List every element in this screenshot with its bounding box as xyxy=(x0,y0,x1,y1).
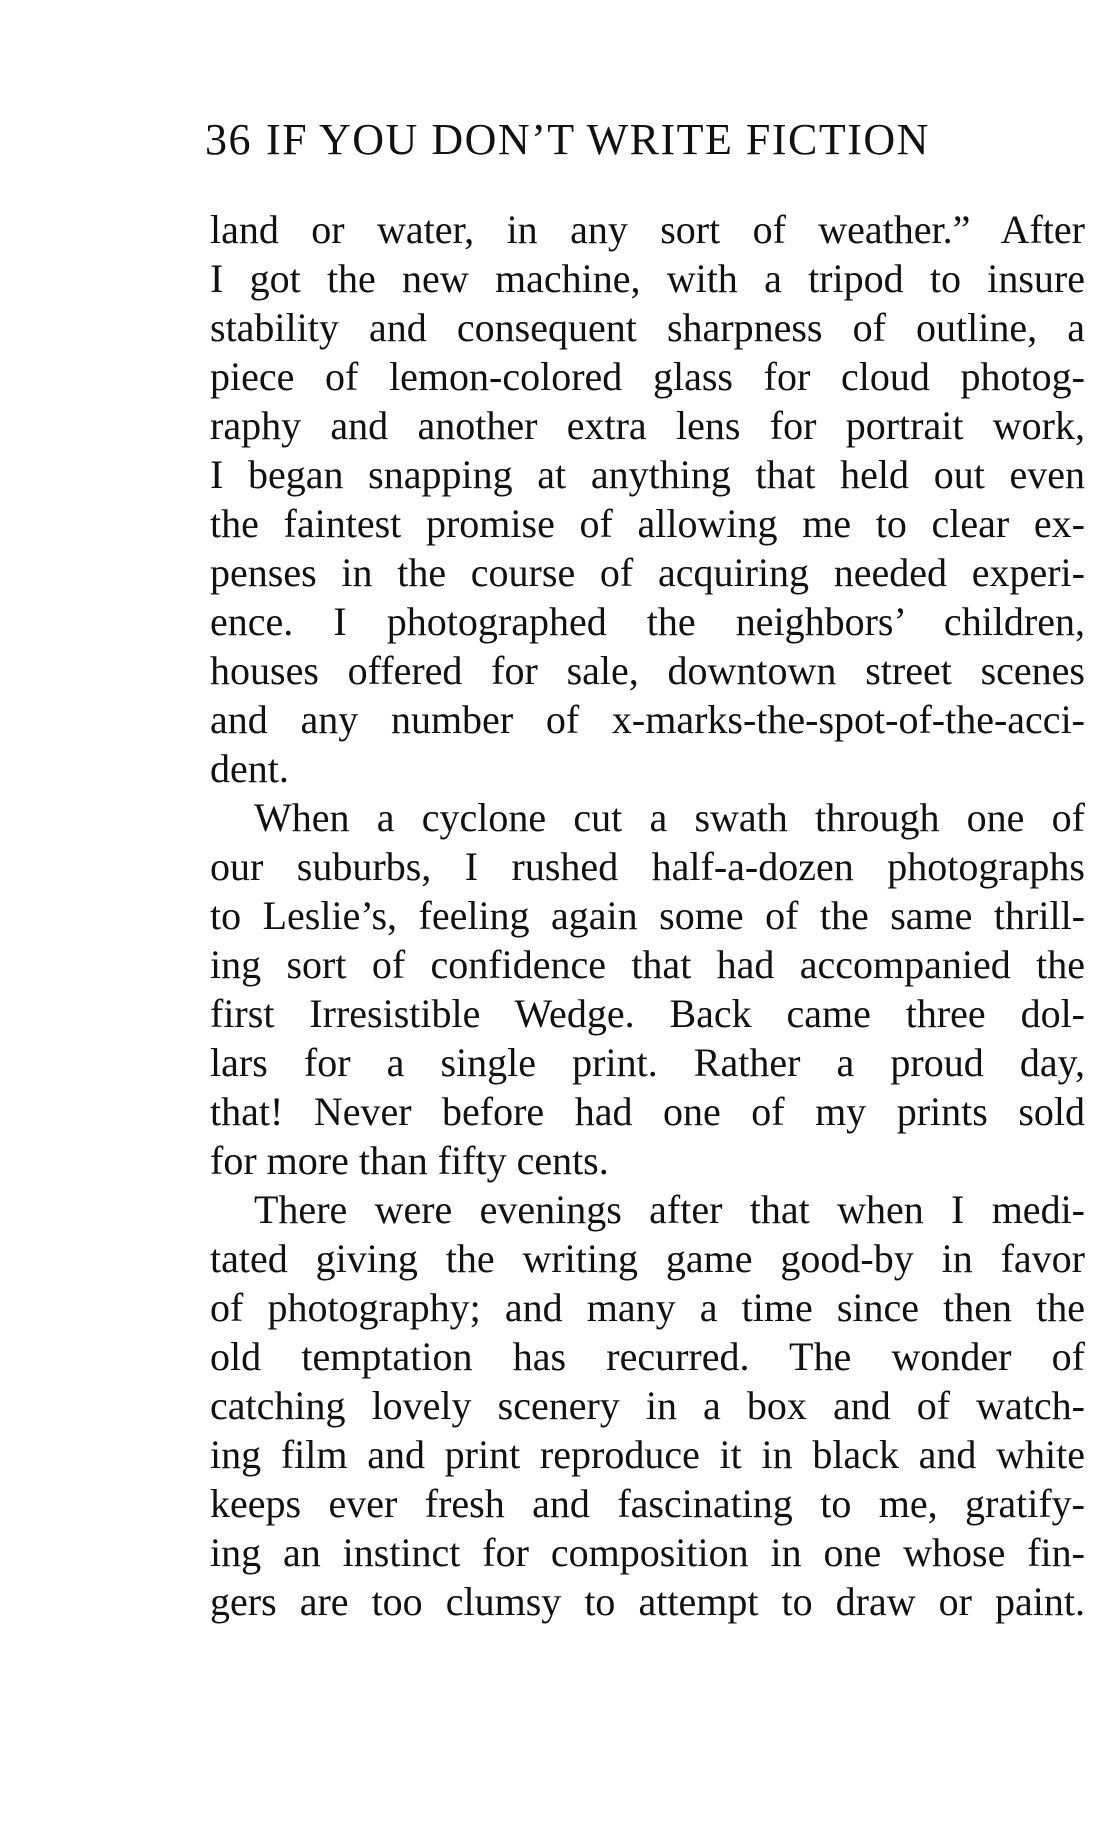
text-line: When a cyclone cut a swath through one of xyxy=(254,795,1085,840)
text-line: for more than fifty cents. xyxy=(210,1138,609,1183)
text-line: ing sort of confidence that had accompanied the xyxy=(210,942,1085,987)
text-line: old temptation has recurred. The wonder of xyxy=(210,1334,1085,1379)
running-header xyxy=(205,112,1075,168)
text-line: lars for a single print. Rather a proud day, xyxy=(210,1040,1085,1085)
text-line: dent. xyxy=(210,746,289,791)
text-line: gers are too clumsy to attempt to draw or paint. xyxy=(210,1579,1085,1624)
text-line: and any number of x-marks-the-spot-of-the-acci- xyxy=(210,697,1085,742)
body-text xyxy=(210,205,1085,1626)
text-line: I began snapping at anything that held out even xyxy=(210,452,1085,497)
page-number: 36 xyxy=(205,115,252,164)
text-line: land or water, in any sort of weather.” After xyxy=(210,207,1085,252)
text-line: I got the new machine, with a tripod to insure xyxy=(210,256,1085,301)
text-line: ing film and print reproduce it in black and white xyxy=(210,1432,1085,1477)
text-line: stability and consequent sharpness of outline, a xyxy=(210,305,1085,350)
text-line: raphy and another extra lens for portrait work, xyxy=(210,403,1085,448)
text-line: catching lovely scenery in a box and of watch- xyxy=(210,1383,1085,1428)
text-line: houses offered for sale, downtown street scenes xyxy=(210,648,1085,693)
text-line: ence. I photographed the neighbors’ children, xyxy=(210,599,1085,644)
text-line: piece of lemon-colored glass for cloud photog- xyxy=(210,354,1085,399)
running-title: IF YOU DON’T WRITE FICTION xyxy=(266,115,930,164)
text-line: ing an instinct for composition in one whose fin- xyxy=(210,1530,1085,1575)
text-line: our suburbs, I rushed half-a-dozen photographs xyxy=(210,844,1085,889)
text-line: tated giving the writing game good-by in favor xyxy=(210,1236,1085,1281)
text-line: penses in the course of acquiring needed experi- xyxy=(210,550,1085,595)
text-line: that! Never before had one of my prints sold xyxy=(210,1089,1085,1134)
text-line: first Irresistible Wedge. Back came three dol- xyxy=(210,991,1085,1036)
text-line: the faintest promise of allowing me to clear ex- xyxy=(210,501,1085,546)
text-line: keeps ever fresh and fascinating to me, gratify- xyxy=(210,1481,1085,1526)
text-line: to Leslie’s, feeling again some of the same thrill- xyxy=(210,893,1085,938)
text-line: of photography; and many a time since then the xyxy=(210,1285,1085,1330)
text-line: There were evenings after that when I medi- xyxy=(254,1187,1085,1232)
